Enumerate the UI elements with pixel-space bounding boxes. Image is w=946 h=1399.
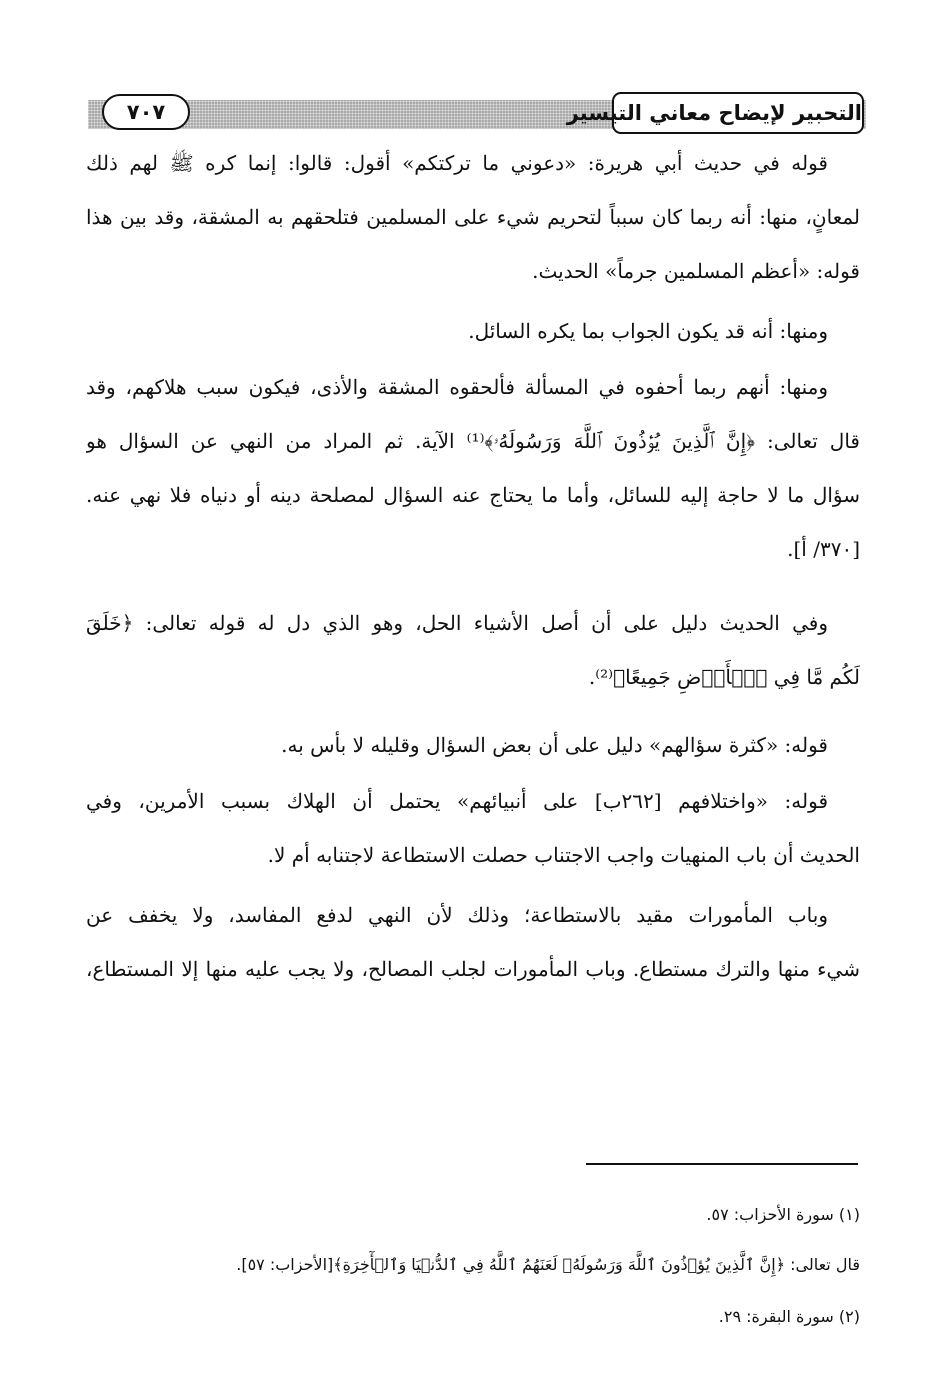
- text-line: وباب المأمورات مقيد بالاستطاعة؛ وذلك لأن النهي لدفع المفاسد، ولا يخفف عن: [86, 903, 828, 927]
- text-line: قوله: «واختلافهم [٢٦٢ب] على أنبيائهم» يحتمل أن الهلاك بسبب الأمرين، وفي: [86, 789, 829, 813]
- paragraph-7: [86, 888, 860, 996]
- paragraph-1: [86, 136, 860, 298]
- text-line: الحديث أن باب المنهيات واجب الاجتناب حصلت الاستطاعة لاجتنابه أم لا.: [267, 843, 860, 867]
- text-line: قوله في حديث أبي هريرة: «دعوني ما تركتكم» أقول: قالوا: إنما كره ﷺ لهم ذلك: [86, 151, 828, 175]
- text-line: سؤال ما لا حاجة إليه للسائل، وأما ما يحتاج عنه السؤال لمصلحة دينه أو دنياه فلا نهي عنه.: [86, 483, 860, 507]
- footnote-1-text: قال تعالى: ﴿إِنَّ ٱلَّذِينَ يُؤۡذُونَ ٱللَّهَ وَرَسُولَهُۥ لَعَنَهُمُ ٱللَّهُ فِي ٱلدُّنۡيَا وَٱلۡأٓخِرَةِ﴾[الأحزاب: ٥٧].: [236, 1255, 860, 1274]
- text-line: وفي الحديث دليل على أن أصل الأشياء الحل، وهو الذي دل له قوله تعالى: ﴿خَلَقَ: [86, 611, 828, 635]
- paragraph-2: [86, 304, 860, 358]
- paragraph-6: [86, 774, 860, 882]
- paragraph-3: [86, 360, 860, 576]
- paragraph-4: [86, 596, 860, 704]
- footnote-1: (١) سورة الأحزاب: ٥٧.: [706, 1205, 860, 1224]
- book-title: التحبير لإيضاح معاني التيسير: [612, 92, 864, 134]
- text-line: قوله: «كثرة سؤالهم» دليل على أن بعض السؤال وقليله لا بأس به.: [281, 733, 828, 757]
- text-line: ومنها: أنه قد يكون الجواب بما يكره السائل.: [468, 319, 828, 343]
- text-line: شيء منها والترك مستطاع. وباب المأمورات لجلب المصالح، ولا يجب عليه منها إلا المستطاع،: [86, 957, 860, 981]
- footnote-separator: [586, 1163, 858, 1165]
- text-line: [٣٧٠/ أ].: [787, 537, 860, 561]
- text-line: لَكُم مَّا فِي ٱلۡأَرۡضِ جَمِيعًا﴾⁽²⁾.: [588, 665, 860, 689]
- text-line: لمعانٍ، منها: أنه ربما كان سبباً لتحريم شيء على المسلمين فتلحقهم به المشقة، وقد بين هذا: [86, 205, 860, 229]
- text-line: ومنها: أنهم ربما أحفوه في المسألة فألحقوه المشقة والأذى، فيكون سبب هلاكهم، وقد: [86, 375, 828, 399]
- footnote-2: (٢) سورة البقرة: ٢٩.: [718, 1307, 860, 1326]
- text-line: قوله: «أعظم المسلمين جرماً» الحديث.: [532, 259, 860, 283]
- paragraph-5: [86, 718, 860, 772]
- text-line: قال تعالى: ﴿إِنَّ ٱلَّذِينَ يُؤۡذُونَ ٱللَّهَ وَرَسُولَهُۥ﴾⁽¹⁾ الآية. ثم المراد من النهي عن السؤال هو: [86, 429, 860, 453]
- page-number: ٧٠٧: [102, 94, 190, 130]
